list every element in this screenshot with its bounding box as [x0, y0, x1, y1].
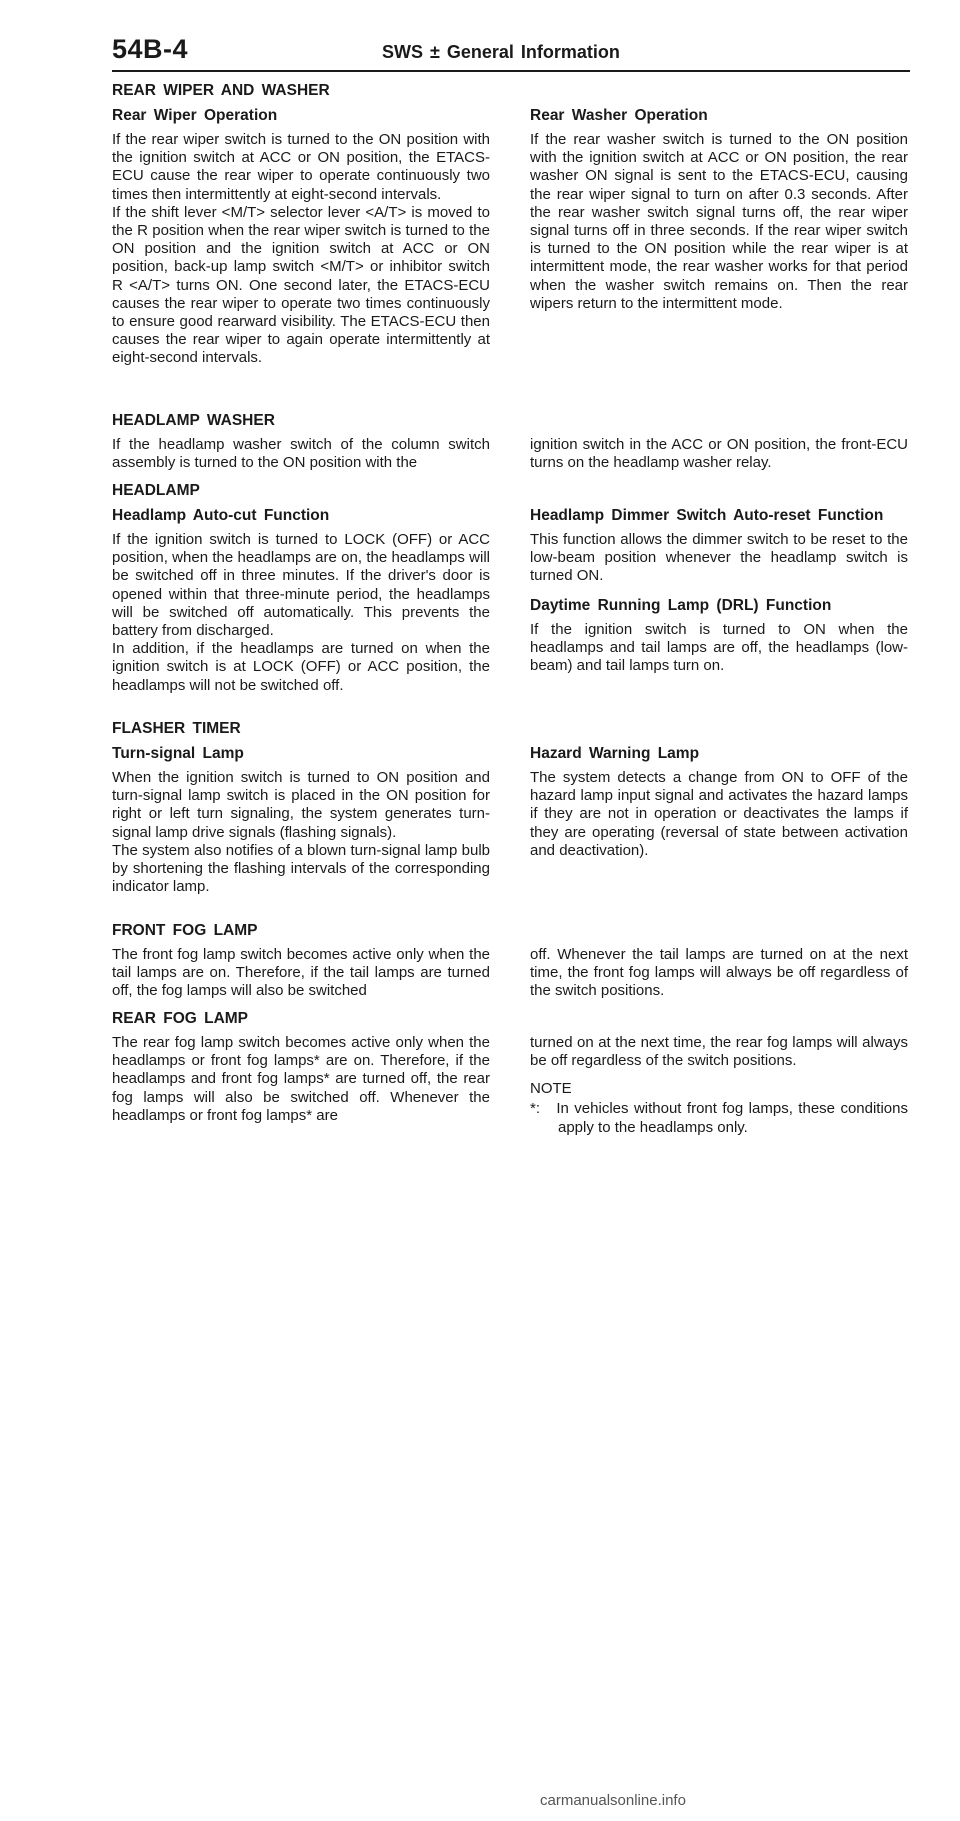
- section-rear-fog-lamp: [112, 1010, 908, 1136]
- page-header: [112, 34, 912, 70]
- section-flasher-timer: [112, 720, 908, 896]
- paragraph: If the ignition switch is turned to LOCK (OFF) or ACC position, when the headlamps are on, the headlamps will be switched off in three minutes. If the driver's door is opened within that three-minute period, the headlamps will be switched off automatically. This prevents the battery from discharged.: [112, 531, 490, 640]
- section-rear-wiper-washer: [112, 82, 908, 367]
- section-headlamp-washer: [112, 412, 908, 472]
- section-heading: REAR FOG LAMP: [112, 1010, 249, 1027]
- subheading: Daytime Running Lamp (DRL) Function: [530, 596, 832, 614]
- subheading: Rear Washer Operation: [530, 107, 708, 124]
- paragraph: off. Whenever the tail lamps are turned on at the next time, the front fog lamps will always be off regardless of the switch positions.: [530, 946, 908, 1000]
- left-column: [112, 506, 490, 705]
- paragraph: If the headlamp washer switch of the column switch assembly is turned to the ON position with the: [112, 436, 490, 472]
- paragraph: This function allows the dimmer switch to be reset to the low-beam position whenever the headlamp switch is turned ON.: [530, 531, 908, 585]
- paragraph: When the ignition switch is turned to ON position and turn-signal lamp switch is placed in the ON position for right or left turn signaling, the system generates turn-signal lamp drive signals (flashing signals).: [112, 769, 490, 841]
- paragraph: The rear fog lamp switch becomes active only when the headlamps or front fog lamps* are on. Therefore, if the headlamps and front fog lamps* are turned off, the rear fog lamps will also be switched off. Whenever the headlamps or front fog lamps* are: [112, 1034, 490, 1124]
- paragraph: If the shift lever <M/T> selector lever <A/T> is moved to the R position when the rear wiper switch is turned to the ON position and the ignition switch at ACC or ON position, back-up lamp switch <M/T> or inhibitor switch R <A/T> turns ON. One second later, the ETACS-ECU causes the rear wiper to operate two times continuously to ensure good rearward visibility. The ETACS-ECU then causes the rear wiper to again operate intermittently at eight-second intervals.: [112, 203, 490, 367]
- section-front-fog-lamp: [112, 922, 908, 1000]
- subheading: Headlamp Dimmer Switch Auto-reset Function: [530, 507, 884, 524]
- note-label: NOTE: [530, 1080, 572, 1098]
- right-column: [530, 436, 908, 482]
- subheading: Hazard Warning Lamp: [530, 745, 700, 762]
- paragraph: The front fog lamp switch becomes active only when the tail lamps are on. Therefore, if the tail lamps are turned off, the fog lamps will also be switched: [112, 946, 490, 1000]
- paragraph: turned on at the next time, the rear fog lamps will always be off regardless of the switch positions.: [530, 1034, 908, 1070]
- note-text: *: In vehicles without front fog lamps, these conditions apply to the headlamps only.: [530, 1100, 908, 1136]
- left-column: [112, 946, 490, 1011]
- right-column: [530, 744, 908, 870]
- section-heading: FRONT FOG LAMP: [112, 922, 258, 939]
- paragraph: The system detects a change from ON to OFF of the hazard lamp input signal and activates the hazard lamps if they are not in operation or deactivates the lamps if they are operating (reversal of state between activation and deactivation).: [530, 769, 908, 859]
- page-title: SWS ± General Information: [382, 42, 620, 62]
- section-heading: FLASHER TIMER: [112, 720, 241, 737]
- header-divider: [112, 70, 910, 72]
- section-heading: REAR WIPER AND WASHER: [112, 82, 330, 99]
- page-number: 54B-4: [112, 34, 189, 64]
- right-column: [530, 506, 908, 685]
- left-column: [112, 106, 490, 378]
- section-heading: HEADLAMP WASHER: [112, 412, 275, 429]
- right-column: [530, 1034, 908, 1137]
- footer-watermark: carmanualsonline.info: [540, 1792, 686, 1809]
- paragraph: If the ignition switch is turned to ON when the headlamps and tail lamps are off, the headlamps (low-beam) and tail lamps turn on.: [530, 620, 908, 675]
- paragraph: If the rear washer switch is turned to the ON position with the ignition switch at ACC or ON position, the rear washer ON signal is sent to the ETACS-ECU, causing the rear wiper signal to turn on after 0.3 seconds. After the rear washer switch signal turns off, the rear wiper signal turns off in three seconds. If the rear wiper switch is turned to the ON position while the rear wiper is at intermittent mode, the rear washer works for that period when the washer switch remains on. Then the rear wipers return to the intermittent mode.: [530, 131, 908, 312]
- subheading: Headlamp Auto-cut Function: [112, 507, 330, 524]
- paragraph: The system also notifies of a blown turn-signal lamp bulb by shortening the flashing intervals of the corresponding indicator lamp.: [112, 841, 490, 896]
- left-column: [112, 436, 490, 482]
- section-headlamp: [112, 482, 908, 694]
- subheading: Rear Wiper Operation: [112, 107, 278, 124]
- right-column: [530, 946, 908, 1011]
- section-heading: HEADLAMP: [112, 482, 200, 499]
- left-column: [112, 744, 490, 906]
- left-column: [112, 1034, 490, 1135]
- paragraph: In addition, if the headlamps are turned on when the ignition switch is at LOCK (OFF) or ACC position, the headlamps will not be switched off.: [112, 640, 490, 694]
- subheading: Turn-signal Lamp: [112, 745, 244, 762]
- right-column: [530, 106, 908, 323]
- paragraph: If the rear wiper switch is turned to the ON position with the ignition switch at ACC or ON position, the ETACS-ECU cause the rear wiper to operate continuously two times then intermittently at eight-second intervals.: [112, 131, 490, 203]
- paragraph: ignition switch in the ACC or ON position, the front-ECU turns on the headlamp washer relay.: [530, 436, 908, 472]
